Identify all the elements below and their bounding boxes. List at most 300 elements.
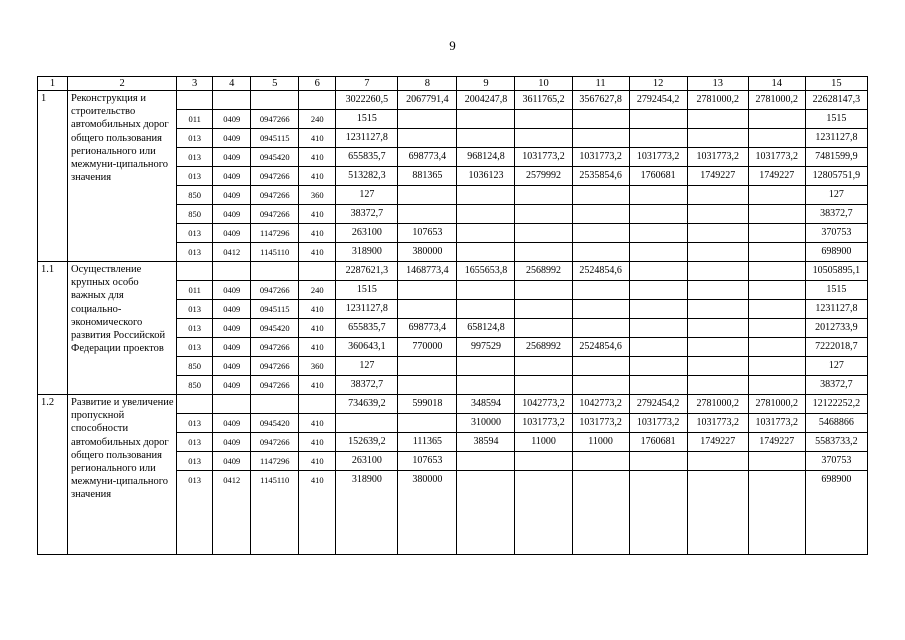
expense-type-code: 410	[299, 338, 336, 357]
year-value: 1031773,2	[515, 414, 572, 433]
target-code: 0947266	[251, 357, 299, 376]
column-number-header: 9	[457, 77, 515, 91]
year-value	[748, 357, 805, 376]
year-value: 698773,4	[398, 319, 457, 338]
group-total-value: 2781000,2	[687, 395, 748, 414]
ministry-code: 013	[177, 167, 213, 186]
ministry-code: 013	[177, 433, 213, 452]
year-value	[629, 319, 687, 338]
year-value	[572, 376, 629, 395]
section-code: 0409	[213, 414, 251, 433]
year-value	[457, 243, 515, 262]
group-total-value: 1042773,2	[515, 395, 572, 414]
year-value: 1031773,2	[687, 148, 748, 167]
code-cell	[251, 395, 299, 414]
ministry-code: 013	[177, 414, 213, 433]
row-total: 5583733,2	[805, 433, 867, 452]
item-number: 1.1	[38, 262, 68, 395]
ministry-code: 013	[177, 300, 213, 319]
target-code: 0947266	[251, 205, 299, 224]
group-total-value: 2781000,2	[687, 91, 748, 110]
year-value	[336, 414, 398, 433]
group-total-value: 2568992	[515, 262, 572, 281]
year-value	[629, 205, 687, 224]
year-value	[687, 224, 748, 243]
year-value	[398, 110, 457, 129]
year-value: 127	[336, 186, 398, 205]
expense-type-code: 410	[299, 148, 336, 167]
column-number-header: 3	[177, 77, 213, 91]
year-value	[515, 281, 572, 300]
year-value	[748, 338, 805, 357]
ministry-code: 850	[177, 376, 213, 395]
row-total: 370753	[805, 224, 867, 243]
year-value	[515, 205, 572, 224]
group-total-value: 1042773,2	[572, 395, 629, 414]
expense-type-code: 410	[299, 471, 336, 555]
section-code: 0412	[213, 243, 251, 262]
row-total: 7481599,9	[805, 148, 867, 167]
ministry-code: 013	[177, 224, 213, 243]
year-value: 2535854,6	[572, 167, 629, 186]
code-cell	[213, 91, 251, 110]
year-value	[687, 319, 748, 338]
ministry-code: 013	[177, 129, 213, 148]
expense-type-code: 410	[299, 319, 336, 338]
year-value	[629, 471, 687, 555]
year-value	[748, 281, 805, 300]
year-value	[398, 376, 457, 395]
ministry-code: 013	[177, 471, 213, 555]
target-code: 0947266	[251, 281, 299, 300]
ministry-code: 013	[177, 452, 213, 471]
ministry-code: 013	[177, 319, 213, 338]
year-value	[687, 300, 748, 319]
item-name: Развитие и увеличение пропускной способности автомобильных дорог общего пользования регионального или межмуни-ципального значения	[68, 395, 177, 555]
code-cell	[177, 395, 213, 414]
target-code: 0947266	[251, 110, 299, 129]
year-value: 360643,1	[336, 338, 398, 357]
year-value	[398, 357, 457, 376]
row-total: 1231127,8	[805, 300, 867, 319]
expense-type-code: 360	[299, 186, 336, 205]
section-code: 0409	[213, 338, 251, 357]
row-total: 698900	[805, 243, 867, 262]
year-value	[515, 376, 572, 395]
year-value	[515, 224, 572, 243]
target-code: 0945420	[251, 148, 299, 167]
group-grand-total: 22628147,3	[805, 91, 867, 110]
year-value	[398, 186, 457, 205]
year-value: 698773,4	[398, 148, 457, 167]
section-code: 0409	[213, 452, 251, 471]
expense-type-code: 240	[299, 110, 336, 129]
year-value	[457, 224, 515, 243]
section-code: 0409	[213, 148, 251, 167]
target-code: 0947266	[251, 338, 299, 357]
year-value	[687, 129, 748, 148]
year-value: 513282,3	[336, 167, 398, 186]
group-total-value	[687, 262, 748, 281]
year-value: 655835,7	[336, 148, 398, 167]
year-value	[748, 452, 805, 471]
year-value	[572, 471, 629, 555]
year-value	[572, 300, 629, 319]
year-value: 318900	[336, 471, 398, 555]
row-total: 38372,7	[805, 376, 867, 395]
ministry-code: 013	[177, 338, 213, 357]
code-cell	[299, 91, 336, 110]
expense-type-code: 410	[299, 433, 336, 452]
year-value: 1749227	[687, 167, 748, 186]
year-value	[629, 224, 687, 243]
year-value: 1515	[336, 281, 398, 300]
year-value	[687, 110, 748, 129]
item-name: Реконструкция и строительство автомобильных дорог общего пользования регионального или межмуни-ципального значения	[68, 91, 177, 262]
row-total: 5468866	[805, 414, 867, 433]
section-code: 0409	[213, 376, 251, 395]
target-code: 1145110	[251, 471, 299, 555]
year-value	[515, 452, 572, 471]
group-total-value: 2524854,6	[572, 262, 629, 281]
year-value	[515, 319, 572, 338]
year-value: 1760681	[629, 167, 687, 186]
year-value: 658124,8	[457, 319, 515, 338]
page-number: 9	[449, 38, 456, 53]
year-value: 380000	[398, 471, 457, 555]
year-value: 968124,8	[457, 148, 515, 167]
section-code: 0409	[213, 300, 251, 319]
year-value: 2579992	[515, 167, 572, 186]
year-value	[629, 357, 687, 376]
year-value	[515, 357, 572, 376]
year-value: 1749227	[687, 433, 748, 452]
group-total-value: 1468773,4	[398, 262, 457, 281]
year-value: 1031773,2	[515, 148, 572, 167]
group-total-value: 2287621,3	[336, 262, 398, 281]
year-value: 1031773,2	[629, 148, 687, 167]
year-value	[629, 300, 687, 319]
year-value	[748, 300, 805, 319]
year-value	[572, 281, 629, 300]
target-code: 1147296	[251, 452, 299, 471]
group-total-value	[629, 262, 687, 281]
table-body	[38, 77, 868, 555]
group-total-row	[38, 91, 868, 110]
year-value	[748, 376, 805, 395]
code-cell	[213, 262, 251, 281]
year-value	[515, 243, 572, 262]
column-number-header: 6	[299, 77, 336, 91]
year-value: 1749227	[748, 433, 805, 452]
item-number: 1	[38, 91, 68, 262]
column-number-header: 4	[213, 77, 251, 91]
expense-type-code: 410	[299, 376, 336, 395]
expense-type-code: 410	[299, 414, 336, 433]
year-value	[398, 205, 457, 224]
year-value	[748, 471, 805, 555]
year-value	[515, 186, 572, 205]
year-value: 111365	[398, 433, 457, 452]
target-code: 0947266	[251, 433, 299, 452]
row-total: 12805751,9	[805, 167, 867, 186]
year-value: 263100	[336, 224, 398, 243]
section-code: 0409	[213, 319, 251, 338]
year-value: 1031773,2	[572, 148, 629, 167]
group-total-row	[38, 395, 868, 414]
ministry-code: 850	[177, 357, 213, 376]
year-value	[515, 129, 572, 148]
year-value: 1031773,2	[748, 148, 805, 167]
year-value	[687, 205, 748, 224]
column-number-header: 11	[572, 77, 629, 91]
year-value	[515, 110, 572, 129]
year-value: 770000	[398, 338, 457, 357]
section-code: 0409	[213, 357, 251, 376]
year-value	[748, 205, 805, 224]
year-value	[629, 338, 687, 357]
year-value: 1031773,2	[748, 414, 805, 433]
year-value: 1036123	[457, 167, 515, 186]
year-value: 881365	[398, 167, 457, 186]
column-number-header: 2	[68, 77, 177, 91]
column-number-header: 15	[805, 77, 867, 91]
group-total-value: 348594	[457, 395, 515, 414]
row-total: 698900	[805, 471, 867, 555]
group-total-value: 599018	[398, 395, 457, 414]
year-value	[457, 300, 515, 319]
year-value	[748, 243, 805, 262]
column-number-header: 13	[687, 77, 748, 91]
year-value: 107653	[398, 452, 457, 471]
year-value	[572, 319, 629, 338]
year-value	[572, 243, 629, 262]
year-value: 1515	[336, 110, 398, 129]
year-value	[572, 186, 629, 205]
item-number: 1.2	[38, 395, 68, 555]
group-total-value: 3022260,5	[336, 91, 398, 110]
section-code: 0409	[213, 433, 251, 452]
year-value	[748, 224, 805, 243]
year-value: 655835,7	[336, 319, 398, 338]
ministry-code: 850	[177, 205, 213, 224]
target-code: 0945115	[251, 300, 299, 319]
year-value: 997529	[457, 338, 515, 357]
group-total-value: 2792454,2	[629, 91, 687, 110]
row-total: 127	[805, 186, 867, 205]
expense-type-code: 410	[299, 243, 336, 262]
year-value	[515, 300, 572, 319]
year-value	[687, 376, 748, 395]
year-value: 1231127,8	[336, 300, 398, 319]
year-value	[398, 281, 457, 300]
section-code: 0409	[213, 110, 251, 129]
year-value	[629, 186, 687, 205]
year-value: 38594	[457, 433, 515, 452]
year-value: 1231127,8	[336, 129, 398, 148]
column-number-header: 12	[629, 77, 687, 91]
code-cell	[299, 262, 336, 281]
section-code: 0409	[213, 186, 251, 205]
year-value: 1031773,2	[572, 414, 629, 433]
code-cell	[299, 395, 336, 414]
year-value: 38372,7	[336, 376, 398, 395]
budget-table	[37, 76, 868, 555]
year-value	[457, 376, 515, 395]
target-code: 1145110	[251, 243, 299, 262]
target-code: 0945115	[251, 129, 299, 148]
year-value: 11000	[572, 433, 629, 452]
year-value	[572, 129, 629, 148]
row-total: 38372,7	[805, 205, 867, 224]
group-total-value	[748, 262, 805, 281]
year-value	[515, 471, 572, 555]
column-number-header: 10	[515, 77, 572, 91]
section-code: 0409	[213, 167, 251, 186]
year-value	[457, 186, 515, 205]
expense-type-code: 410	[299, 167, 336, 186]
group-total-value: 2067791,4	[398, 91, 457, 110]
row-total: 1515	[805, 110, 867, 129]
year-value	[457, 281, 515, 300]
year-value	[748, 186, 805, 205]
item-name: Осуществление крупных особо важных для социально-экономического развития Российской Федерации проектов	[68, 262, 177, 395]
group-total-value: 2792454,2	[629, 395, 687, 414]
year-value	[572, 452, 629, 471]
ministry-code: 011	[177, 110, 213, 129]
row-total: 370753	[805, 452, 867, 471]
group-total-value: 3567627,8	[572, 91, 629, 110]
expense-type-code: 240	[299, 281, 336, 300]
expense-type-code: 410	[299, 452, 336, 471]
ministry-code: 011	[177, 281, 213, 300]
ministry-code: 850	[177, 186, 213, 205]
year-value: 107653	[398, 224, 457, 243]
group-grand-total: 10505895,1	[805, 262, 867, 281]
ministry-code: 013	[177, 243, 213, 262]
section-code: 0412	[213, 471, 251, 555]
year-value	[629, 452, 687, 471]
code-cell	[251, 262, 299, 281]
year-value	[687, 243, 748, 262]
year-value: 1031773,2	[629, 414, 687, 433]
year-value	[572, 224, 629, 243]
year-value	[748, 110, 805, 129]
year-value: 318900	[336, 243, 398, 262]
group-total-row	[38, 262, 868, 281]
column-number-row	[38, 77, 868, 91]
column-number-header: 7	[336, 77, 398, 91]
year-value: 152639,2	[336, 433, 398, 452]
group-total-value: 2004247,8	[457, 91, 515, 110]
year-value	[572, 205, 629, 224]
ministry-code: 013	[177, 148, 213, 167]
year-value	[687, 471, 748, 555]
section-code: 0409	[213, 129, 251, 148]
year-value: 2524854,6	[572, 338, 629, 357]
year-value	[629, 243, 687, 262]
year-value	[457, 357, 515, 376]
year-value	[572, 110, 629, 129]
year-value: 127	[336, 357, 398, 376]
year-value	[629, 376, 687, 395]
year-value	[748, 319, 805, 338]
section-code: 0409	[213, 224, 251, 243]
target-code: 0947266	[251, 186, 299, 205]
group-grand-total: 12122252,2	[805, 395, 867, 414]
group-total-value: 3611765,2	[515, 91, 572, 110]
year-value	[687, 452, 748, 471]
section-code: 0409	[213, 281, 251, 300]
expense-type-code: 410	[299, 129, 336, 148]
code-cell	[213, 395, 251, 414]
group-total-value: 2781000,2	[748, 91, 805, 110]
expense-type-code: 410	[299, 205, 336, 224]
year-value: 38372,7	[336, 205, 398, 224]
expense-type-code: 410	[299, 224, 336, 243]
section-code: 0409	[213, 205, 251, 224]
year-value	[457, 110, 515, 129]
year-value	[687, 186, 748, 205]
code-cell	[251, 91, 299, 110]
year-value: 263100	[336, 452, 398, 471]
column-number-header: 1	[38, 77, 68, 91]
target-code: 0945420	[251, 414, 299, 433]
row-total: 1231127,8	[805, 129, 867, 148]
year-value: 11000	[515, 433, 572, 452]
code-cell	[177, 262, 213, 281]
year-value	[629, 129, 687, 148]
row-total: 127	[805, 357, 867, 376]
column-number-header: 5	[251, 77, 299, 91]
target-code: 1147296	[251, 224, 299, 243]
year-value	[457, 452, 515, 471]
year-value: 2568992	[515, 338, 572, 357]
code-cell	[177, 91, 213, 110]
year-value: 1031773,2	[687, 414, 748, 433]
year-value: 380000	[398, 243, 457, 262]
group-total-value: 1655653,8	[457, 262, 515, 281]
year-value	[572, 357, 629, 376]
year-value	[748, 129, 805, 148]
row-total: 1515	[805, 281, 867, 300]
year-value	[629, 110, 687, 129]
year-value	[629, 281, 687, 300]
year-value	[687, 338, 748, 357]
expense-type-code: 410	[299, 300, 336, 319]
year-value	[687, 281, 748, 300]
year-value: 1749227	[748, 167, 805, 186]
year-value	[457, 129, 515, 148]
column-number-header: 14	[748, 77, 805, 91]
target-code: 0947266	[251, 167, 299, 186]
year-value: 310000	[457, 414, 515, 433]
row-total: 2012733,9	[805, 319, 867, 338]
year-value: 1760681	[629, 433, 687, 452]
year-value	[457, 205, 515, 224]
year-value	[687, 357, 748, 376]
target-code: 0947266	[251, 376, 299, 395]
row-total: 7222018,7	[805, 338, 867, 357]
year-value	[398, 300, 457, 319]
group-total-value: 734639,2	[336, 395, 398, 414]
year-value	[398, 129, 457, 148]
group-total-value: 2781000,2	[748, 395, 805, 414]
expense-type-code: 360	[299, 357, 336, 376]
year-value	[457, 471, 515, 555]
year-value	[398, 414, 457, 433]
column-number-header: 8	[398, 77, 457, 91]
